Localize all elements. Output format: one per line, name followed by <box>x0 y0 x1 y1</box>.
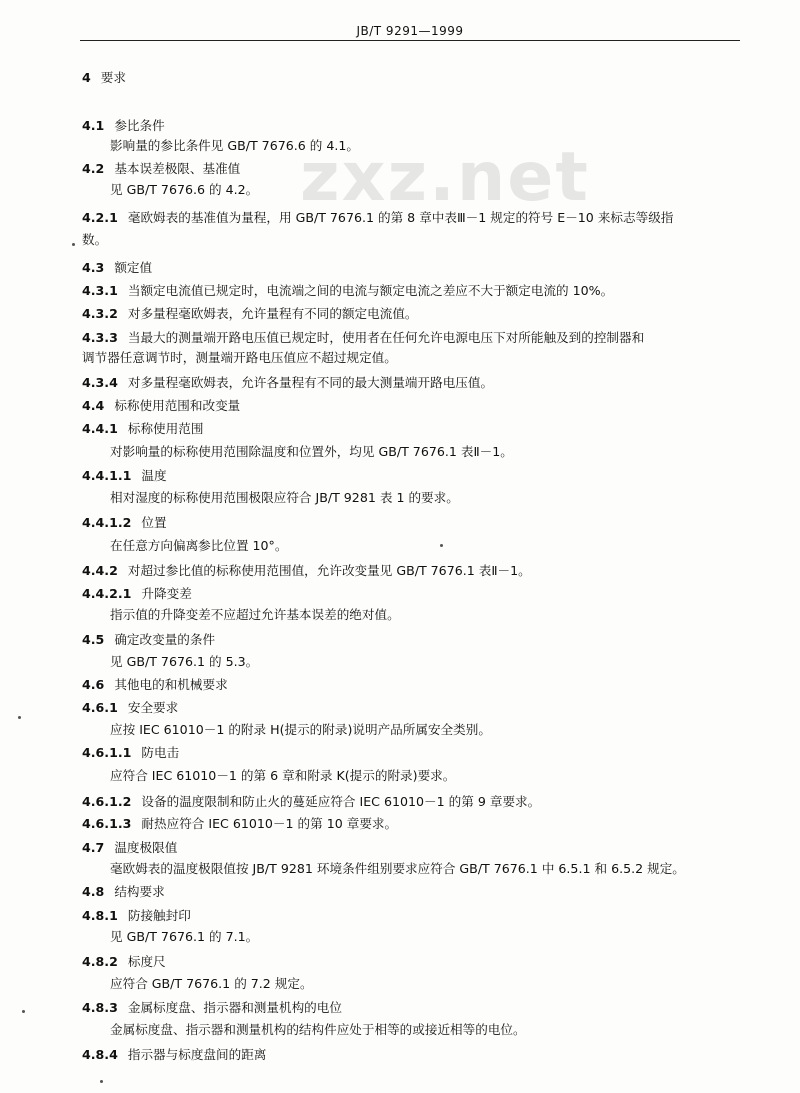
clause-heading <box>82 398 240 414</box>
clause-heading <box>82 840 177 856</box>
clause-number: 4.7 <box>82 840 105 855</box>
clause-heading <box>82 283 613 299</box>
clause-number: 4.6 <box>82 677 105 692</box>
clause-heading <box>82 632 215 648</box>
clause-heading <box>82 586 192 602</box>
clause-text-content: 对多量程毫欧姆表，允许各量程有不同的最大测量端开路电压值。 <box>127 375 494 390</box>
clause-number: 4.3.4 <box>82 375 118 390</box>
clause-number: 4.3.2 <box>82 306 118 321</box>
clause-text-content: 见 GB/T 7676.6 的 4.2。 <box>110 182 259 197</box>
clause-number: 4.5 <box>82 632 105 647</box>
clause-text-content: 毫欧姆表的基准值为量程，用 GB/T 7676.1 的第 8 章中表Ⅲ－1 规定的符号 E－10 来标志等级指 <box>127 210 674 225</box>
clause-text <box>110 182 258 198</box>
clause-text-content: 标度尺 <box>127 954 166 969</box>
clause-number: 4.6.1.1 <box>82 745 132 760</box>
clause-number: 4.3.1 <box>82 283 118 298</box>
clause-heading <box>82 210 673 226</box>
clause-text-content: 数。 <box>82 232 108 247</box>
clause-text-content: 金属标度盘、指示器和测量机构的结构件应处于相等的或接近相等的电位。 <box>110 1022 526 1037</box>
clause-heading <box>82 330 644 346</box>
clause-heading <box>82 1000 342 1016</box>
clause-heading <box>82 954 166 970</box>
clause-number: 4.4.2.1 <box>82 586 132 601</box>
clause-heading <box>82 884 165 900</box>
clause-number: 4.6.1.3 <box>82 816 132 831</box>
clause-heading <box>82 700 178 716</box>
clause-text-content: 基本误差极限、基准值 <box>114 161 241 176</box>
clause-text-content: 耐热应符合 IEC 61010－1 的第 10 章要求。 <box>141 816 398 831</box>
clause-text <box>110 607 400 623</box>
clause-heading <box>82 306 418 322</box>
clause-text <box>110 929 258 945</box>
scan-speck <box>440 544 443 547</box>
clause-text-content: 指示值的升降变差不应超过允许基本误差的绝对值。 <box>110 607 400 622</box>
clause-heading <box>82 515 167 531</box>
clause-text-content: 参比条件 <box>114 118 165 133</box>
clause-heading <box>82 1047 266 1063</box>
clause-text-content: 标称使用范围和改变量 <box>114 398 241 413</box>
clause-text <box>110 538 287 554</box>
clause-text-content: 要求 <box>100 70 126 85</box>
clause-number: 4.4 <box>82 398 105 413</box>
clause-number: 4.8.4 <box>82 1047 118 1062</box>
clause-text-content: 见 GB/T 7676.1 的 7.1。 <box>110 929 259 944</box>
standard-code: JB/T 9291—1999 <box>356 24 464 38</box>
clause-text-content: 在任意方向偏离参比位置 10°。 <box>110 538 288 553</box>
clause-heading <box>82 794 540 810</box>
clause-text-content: 额定值 <box>114 260 153 275</box>
clause-text-content: 设备的温度限制和防止火的蔓延应符合 IEC 61010－1 的第 9 章要求。 <box>141 794 541 809</box>
clause-text <box>110 1022 526 1038</box>
clause-number: 4.8.1 <box>82 908 118 923</box>
clause-text-content: 防接触封印 <box>127 908 191 923</box>
clause-text-content: 位置 <box>141 515 167 530</box>
clause-text-content: 升降变差 <box>141 586 192 601</box>
clause-number: 4.8.2 <box>82 954 118 969</box>
clause-text-content: 对影响量的标称使用范围除温度和位置外，均见 GB/T 7676.1 表Ⅱ－1。 <box>110 444 513 459</box>
clause-number: 4.8.3 <box>82 1000 118 1015</box>
clause-text-content: 影响量的参比条件见 GB/T 7676.6 的 4.1。 <box>110 138 359 153</box>
clause-text-content: 防电击 <box>141 745 180 760</box>
clause-number: 4.4.1.1 <box>82 468 132 483</box>
clause-text-content: 当额定电流值已规定时，电流端之间的电流与额定电流之差应不大于额定电流的 10%。 <box>127 283 614 298</box>
clause-number: 4.1 <box>82 118 105 133</box>
clause-number: 4.2 <box>82 161 105 176</box>
clause-text-content: 结构要求 <box>114 884 165 899</box>
clause-text-content: 毫欧姆表的温度极限值按 JB/T 9281 环境条件组别要求应符合 GB/T 7676.1 中 6.5.1 和 6.5.2 规定。 <box>110 861 685 876</box>
clause-number: 4.3.3 <box>82 330 118 345</box>
clause-text-content: 调节器任意调节时，测量端开路电压值应不超过规定值。 <box>82 350 397 365</box>
clause-number: 4.3 <box>82 260 105 275</box>
clause-heading <box>82 260 152 276</box>
clause-number: 4.2.1 <box>82 210 118 225</box>
clause-text-content: 温度极限值 <box>114 840 178 855</box>
clause-text-content: 当最大的测量端开路电压值已规定时，使用者在任何允许电源电压下对所能触及到的控制器和 <box>127 330 645 345</box>
clause-heading <box>82 468 167 484</box>
clause-text <box>110 490 459 506</box>
watermark: zxz.net <box>300 138 590 217</box>
clause-number: 4 <box>82 70 91 85</box>
clause-text <box>110 861 685 877</box>
clause-text-content: 金属标度盘、指示器和测量机构的电位 <box>127 1000 342 1015</box>
clause-text-content: 标称使用范围 <box>127 421 204 436</box>
clause-text-content: 对超过参比值的标称使用范围值，允许改变量见 GB/T 7676.1 表Ⅱ－1。 <box>127 563 531 578</box>
clause-text-content: 相对湿度的标称使用范围极限应符合 JB/T 9281 表 1 的要求。 <box>110 490 459 505</box>
clause-heading <box>82 745 179 761</box>
clause-text-content: 对多量程毫欧姆表，允许量程有不同的额定电流值。 <box>127 306 418 321</box>
clause-text <box>110 976 313 992</box>
clause-number: 4.4.1.2 <box>82 515 132 530</box>
scan-speck <box>72 243 75 246</box>
clause-text <box>110 654 258 670</box>
clause-text-content: 应按 IEC 61010－1 的附录 H(提示的附录)说明产品所属安全类别。 <box>110 722 491 737</box>
clause-heading <box>82 563 531 579</box>
clause-text-content: 确定改变量的条件 <box>114 632 216 647</box>
clause-heading <box>82 908 191 924</box>
clause-heading <box>82 677 228 693</box>
clause-heading <box>82 161 240 177</box>
clause-text-content: 应符合 GB/T 7676.1 的 7.2 规定。 <box>110 976 313 991</box>
clause-text <box>110 444 513 460</box>
clause-text-content: 应符合 IEC 61010－1 的第 6 章和附录 K(提示的附录)要求。 <box>110 768 456 783</box>
clause-number: 4.8 <box>82 884 105 899</box>
clause-text-content: 指示器与标度盘间的距离 <box>127 1047 267 1062</box>
clause-heading <box>82 816 397 832</box>
clause-text <box>110 138 359 154</box>
clause-text <box>110 722 491 738</box>
clause-number: 4.6.1 <box>82 700 118 715</box>
clause-text <box>82 350 397 366</box>
scan-speck <box>18 716 21 719</box>
clause-heading <box>82 375 493 391</box>
clause-text <box>110 768 455 784</box>
clause-number: 4.6.1.2 <box>82 794 132 809</box>
clause-text-content: 其他电的和机械要求 <box>114 677 228 692</box>
clause-text-content: 安全要求 <box>127 700 179 715</box>
page-header <box>80 22 740 41</box>
clause-text-content: 见 GB/T 7676.1 的 5.3。 <box>110 654 259 669</box>
scan-speck <box>100 1080 103 1083</box>
clause-heading <box>82 118 165 134</box>
clause-text <box>82 232 107 248</box>
scan-speck <box>22 1010 25 1013</box>
clause-text-content: 温度 <box>141 468 167 483</box>
clause-heading <box>82 70 126 86</box>
clause-number: 4.4.1 <box>82 421 118 436</box>
clause-heading <box>82 421 203 437</box>
clause-number: 4.4.2 <box>82 563 118 578</box>
